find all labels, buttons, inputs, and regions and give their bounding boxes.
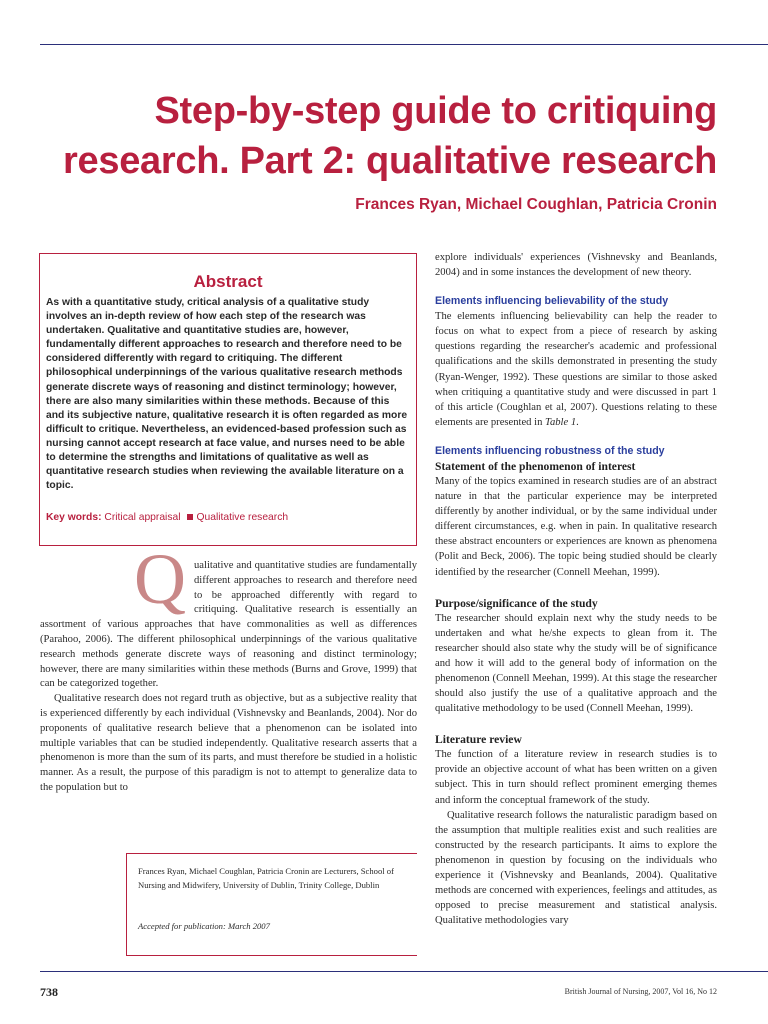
body-paragraph: The function of a literature review in research studies is to provide an objective account of what has been written on a given subject. This in turn should reflect prominent emerging themes and inform the conceptual framework of the study. (435, 749, 717, 806)
body-paragraph: Qualitative research does not regard truth as objective, but as a subjective reality that is experienced differently by each individual (Vishnevsky and Beanlands, 2004). Nor do proponents of qualitative research believe that a phenomenon can be isolated into multiple variables that can be studied independently. Qualitative research asserts that a phenomenon is more than the sum of its parts, and must therefore be studied in a holistic manner. As a result, the purpose of this paradigm is not to attempt to generalize data to the population but to (40, 693, 417, 793)
section-heading: Elements influencing robustness of the study (435, 444, 665, 457)
top-rule (40, 44, 768, 45)
body-paragraph: The elements influencing believability can help the reader to focus on what to expect from a piece of research by asking questions regarding the researcher's academic and professional qualifications and the skills demonstrated in presenting the study (Ryan-Wenger, 1992). These questions are similar to those asked when critiquing a quantitative study and were discussed in part 1 of this article (Coughlan et al, 2007). Questions relating to these elements are presented in Table 1. (435, 311, 717, 428)
body-paragraph: explore individuals' experiences (Vishnevsky and Beanlands, 2004) and in some instances the development of new theory. (435, 252, 717, 279)
bottom-rule (40, 971, 768, 972)
right-column (435, 250, 717, 928)
section-heading: Elements influencing believability of the study (435, 295, 669, 308)
keywords-line (46, 512, 410, 523)
subsection-heading: Statement of the phenomenon of interest (435, 459, 636, 473)
keywords-label: Key words: (46, 512, 102, 523)
subsection-heading: Literature review (435, 733, 522, 747)
drop-cap: Q (134, 539, 186, 619)
table-reference: Table 1 (545, 416, 577, 428)
body-paragraph: The researcher should explain next why the study needs to be undertaken and what he/she expects to glean from it. The researcher should also state why the study will be of significance and how it will add to the general body of information on the phenomenon (Connell Meehan, 1999). At this stage the researcher should also justify the use of a qualitative approach and the qualitative methodology to be used (Connell Meehan, 1999). (435, 612, 717, 715)
article-title: Step-by-step guide to critiquing research. Part 2: qualitative research (63, 90, 717, 182)
keyword-item: Critical appraisal (104, 512, 181, 523)
left-column (40, 559, 417, 796)
body-paragraph: ualitative and quantitative studies are fundamentally different approaches to research and therefore need to be approached differently with regard to critiquing. Qualitative research is essentially an assortment of various approaches that have commonalities as well as differences (Parahoo, 2006). The different philosophical underpinnings of the various qualitative research methods generate discrete ways of reasoning and distinct terminology; however, there are many similarities within these methods (Burns and Grove, 1999) that can be categorized together. (40, 560, 417, 690)
accepted-date: Accepted for publication: March 2007 (138, 921, 270, 931)
article-authors: Frances Ryan, Michael Coughlan, Patricia Cronin (355, 196, 717, 213)
subsection-heading: Purpose/significance of the study (435, 596, 598, 610)
body-paragraph: Many of the topics examined in research studies are of an abstract nature in that the particular experience may be interpreted differently by another individual, or by the same individual under different circumstances, e.g. when in pain. In qualitative research these abstract encounters or experiences are known as phenomena (Polit and Beck, 2006). The topic being studied should be clearly identified by the researcher (Connell Meehan, 1999). (435, 475, 717, 578)
author-affiliation: Frances Ryan, Michael Coughlan, Patricia Cronin are Lecturers, School of Nursing and Midwifery, University of Dublin, Trinity College, Dublin (138, 866, 394, 890)
page-number: 738 (40, 985, 58, 999)
abstract-heading: Abstract (193, 272, 263, 291)
square-bullet-icon (187, 514, 193, 520)
keyword-item: Qualitative research (196, 512, 289, 523)
body-paragraph: Qualitative research follows the naturalistic paradigm based on the assumption that multiple realities exist and such realities are constructed by the research participants. It aims to explore the phenomenon in question by focusing on the individuals who experience it (Vishnevsky and Beanlands, 2004). Qualitative methods are concerned with experiences, feelings and attitudes, as opposed to precise measurement and statistical analysis. Qualitative methodologies vary (435, 809, 717, 927)
journal-citation: British Journal of Nursing, 2007, Vol 16, No 12 (564, 987, 717, 996)
abstract-text: As with a quantitative study, critical analysis of a qualitative study involves an in-depth review of how each step of the research was undertaken. Qualitative and quantitative studies are, however, fundamentally different approaches to research and therefore need to be considered differently with regard to critiquing. The different philosophical underpinnings of the various qualitative research methods generate discrete ways of reasoning and distinct terminology; however, there are also many similarities within these methods. Because of this and its subjective nature, qualitative research it is often regarded as more difficult to critique. Nevertheless, an evidenced-based profession such as nursing cannot accept research at face value, and nurses need to be able to determine the strengths and limitations of qualitative as well as quantitative research studies when reviewing the available literature on a topic. (46, 297, 408, 492)
